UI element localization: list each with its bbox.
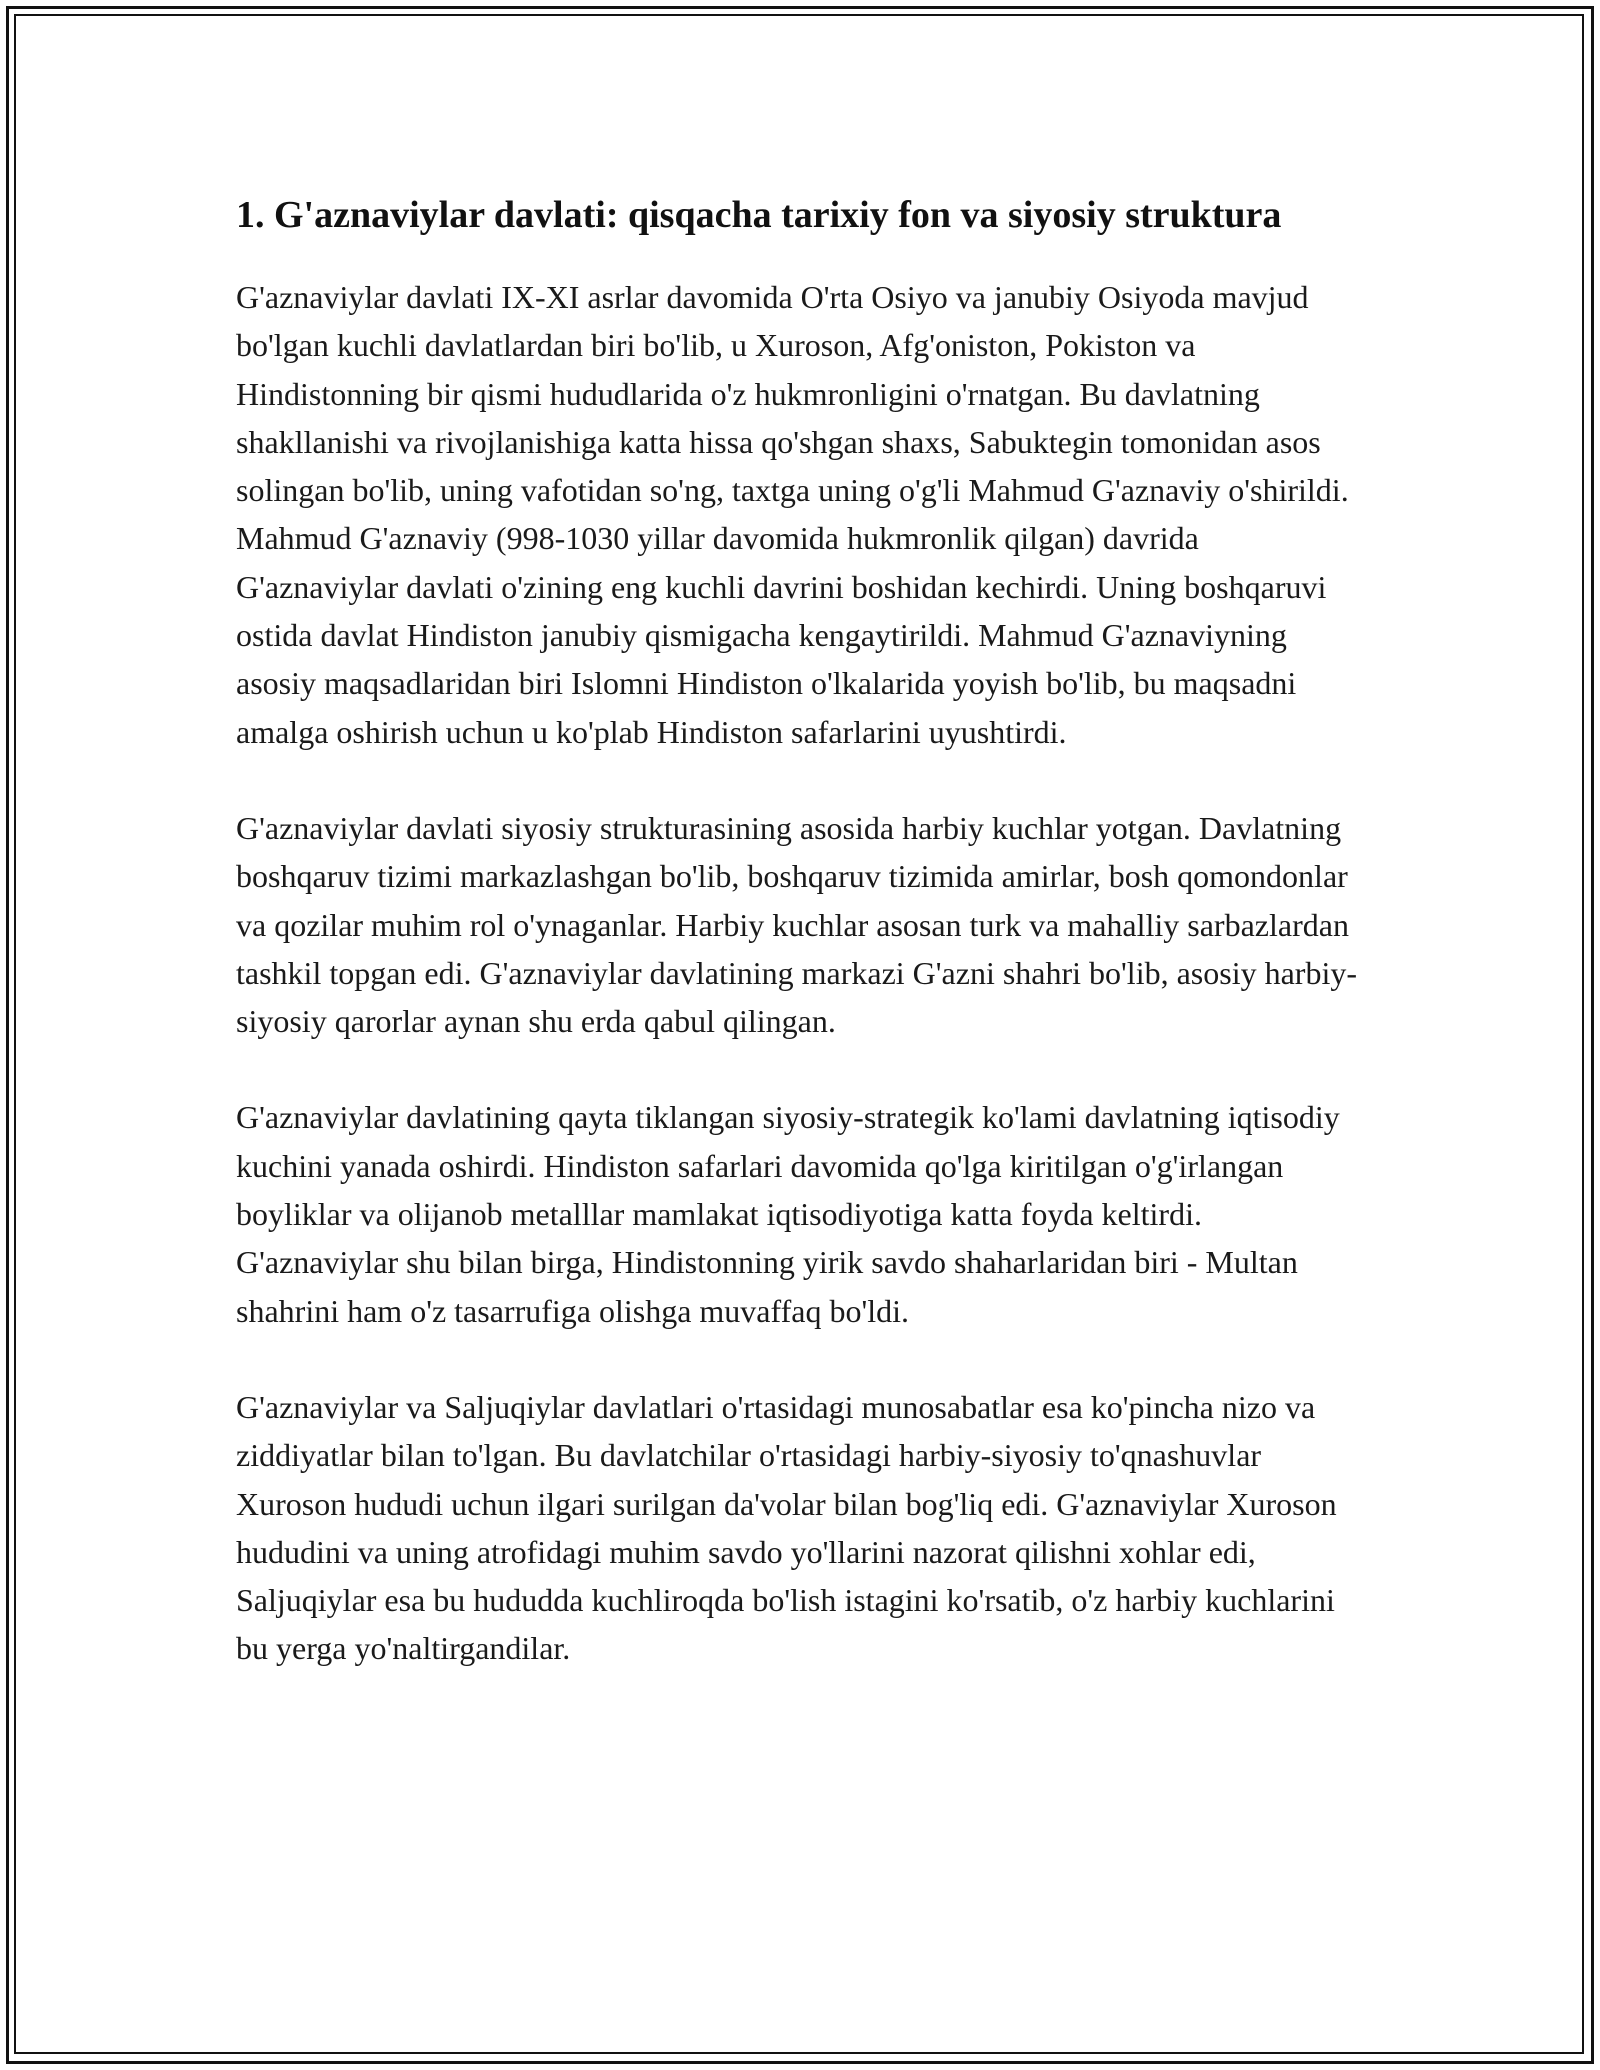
paragraph-3: G'aznaviylar davlatining qayta tiklangan siyosiy-strategik ko'lami davlatning iqtisodiy kuchini yanada oshirdi. Hindiston safarlari davomida qo'lga kiritilgan o'g'irlangan boyliklar va olijanob metalllar mamlakat iqtisodiyotiga katta foyda keltirdi. G'aznaviylar shu bilan birga, Hindistonning yirik savdo shaharlaridan biri - Multan shahrini ham o'z tasarrufiga olishga muvaffaq bo'ldi. [236, 1099, 1340, 1329]
paragraph-2: G'aznaviylar davlati siyosiy strukturasining asosida harbiy kuchlar yotgan. Davlatning boshqaruv tizimi markazlashgan bo'lib, boshqaruv tizimida amirlar, bosh qomondonlar va qozilar muhim rol o'ynaganlar. Harbiy kuchlar asosan turk va mahalliy sarbazlardan tashkil topgan edi. G'aznaviylar davlatining markazi G'azni shahri bo'lib, asosiy harbiy-siyosiy qarorlar aynan shu erda qabul qilingan. [236, 809, 1357, 1040]
paragraph-1: G'aznaviylar davlati IX-XI asrlar davomida O'rta Osiyo va janubiy Osiyoda mavjud bo'lgan kuchli davlatlardan biri bo'lib, u Xuroson, Afg'oniston, Pokiston va Hindistonning bir qismi hududlarida o'z hukmronligini o'rnatgan. Bu davlatning shakllanishi va rivojlanishiga katta hissa qo'shgan shaxs, Sabuktegin tomonidan asos solingan bo'lib, uning vafotidan so'ng, taxtga uning o'g'li Mahmud G'aznaviy o'shirildi. Mahmud G'aznaviy (998-1030 yillar davomida hukmronlik qilgan) davrida G'aznaviylar davlati o'zining eng kuchli davrini boshidan kechirdi. Uning boshqaruvi ostida davlat Hindiston janubiy qismigacha kengaytirildi. Mahmud G'aznaviyning asosiy maqsadlaridan biri Islomni Hindiston o'lkalarida yoyish bo'lib, bu maqsadni amalga oshirish uchun u ko'plab Hindiston safarlarini uyushtirdi. [236, 279, 1349, 750]
section-heading: 1. G'aznaviylar davlati: qisqacha tarixiy fon va siyosiy struktura [236, 194, 1282, 236]
paragraph-4: G'aznaviylar va Saljuqiylar davlatlari o'rtasidagi munosabatlar esa ko'pincha nizo va ziddiyatlar bilan to'lgan. Bu davlatchilar o'rtasidagi harbiy-siyosiy to'qnashuvlar Xuroson hududi uchun ilgari surilgan da'volar bilan bog'liq edi. G'aznaviylar Xuroson hududini va uning atrofidagi muhim savdo yo'llarini nazorat qilishni xohlar edi, Saljuqiylar esa bu hududda kuchliroqda bo'lish istagini ko'rsatib, o'z harbiy kuchlarini bu yerga yo'naltirgandilar. [236, 1388, 1337, 1667]
document-page [236, 188, 1366, 1673]
